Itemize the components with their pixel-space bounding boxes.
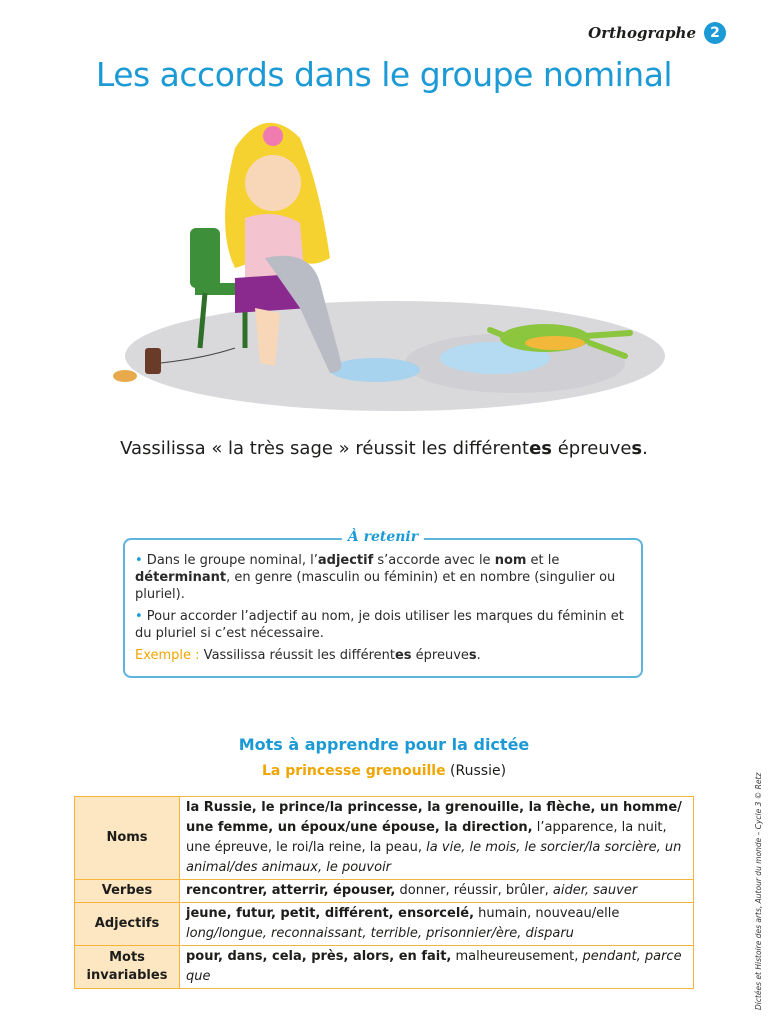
subject-header bbox=[588, 22, 726, 44]
table-row-verbes bbox=[75, 880, 694, 903]
copyright-credit: Dictées et Histoire des arts, Autour du monde – Cycle 3 © Retz bbox=[754, 772, 763, 1010]
story-subtitle: La princesse grenouille (Russie) bbox=[261, 763, 507, 779]
category-noms: Noms bbox=[75, 797, 180, 880]
rule-paragraph-2: • Pour accorder l’adjectif au nom, je dois utiliser les marques du féminin et du pluriel si c’est nécessaire. bbox=[135, 609, 624, 641]
vocabulary-table bbox=[74, 796, 694, 989]
thread-spool bbox=[145, 348, 161, 374]
table-row-adjectifs bbox=[75, 903, 694, 946]
words-noms: la Russie, le prince/la princesse, la grenouille, la flèche, un homme/ une femme, un époux/une épouse, la direction, l’apparence, la nuit, une épreuve, le roi/la reine, la peau, la vie, le mois, le sorcier/la sorcière, un animal/des animaux, le pouvoir bbox=[180, 797, 694, 880]
dictation-title: Mots à apprendre pour la dictée bbox=[238, 735, 530, 754]
words-invariables: pour, dans, cela, près, alors, en fait, malheureusement, pendant, parce que bbox=[180, 946, 694, 989]
table-row-invariables bbox=[75, 946, 694, 989]
chair bbox=[190, 228, 220, 288]
category-verbes: Verbes bbox=[75, 880, 180, 903]
page-title: Les accords dans le groupe nominal bbox=[95, 55, 673, 94]
chapter-number-badge: 2 bbox=[704, 22, 726, 44]
words-adjectifs: jeune, futur, petit, différent, ensorcelé, humain, nouveau/elle long/longue, reconnaissant, terrible, prisonnier/ère, disparu bbox=[180, 903, 694, 946]
subject-label: Orthographe bbox=[588, 24, 696, 42]
puddle-1 bbox=[330, 358, 420, 382]
rule-example: Exemple : Vassilissa réussit les différentes épreuves. bbox=[135, 648, 481, 663]
category-invariables: Mots invariables bbox=[75, 946, 180, 989]
category-adjectifs: Adjectifs bbox=[75, 903, 180, 946]
illustration-caption: Vassilissa « la très sage » réussit les différentes épreuves. bbox=[120, 438, 648, 459]
girl-knitting-illustration bbox=[95, 108, 675, 418]
words-verbes: rencontrer, atterrir, épouser, donner, réussir, brûler, aider, sauver bbox=[180, 880, 694, 903]
rule-paragraph-1: • Dans le groupe nominal, l’adjectif s’accorde avec le nom et le déterminant, en genre (masculin ou féminin) et en nombre (singulier ou pluriel). bbox=[135, 553, 616, 602]
rule-box bbox=[123, 529, 643, 678]
rule-box-label: À retenir bbox=[342, 529, 424, 546]
table-row-noms bbox=[75, 797, 694, 880]
